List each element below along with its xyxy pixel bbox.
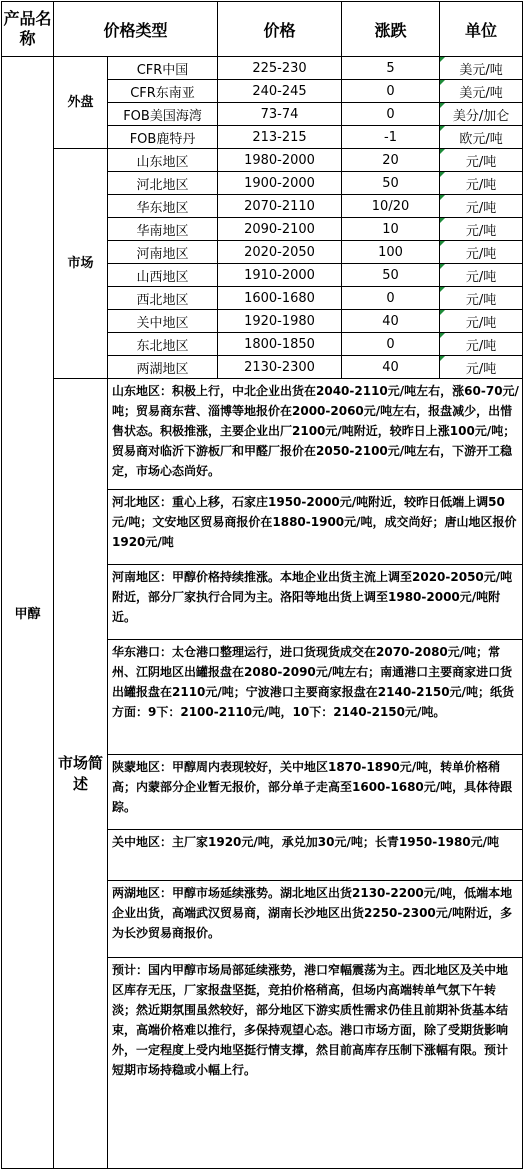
price-type-cell: FOB鹿特丹 xyxy=(108,126,218,149)
summary-text: 河南地区：甲醇价格持续推涨。本地企业出货主流上调至2020-2050元/吨附近，部分厂家执行合同为主。洛阳等地出货上调至1980-2000元/吨附近。 xyxy=(108,565,523,640)
product-name: 甲醇 xyxy=(2,57,54,1169)
external-row xyxy=(2,57,523,80)
price-cell: 1980-2000 xyxy=(218,149,342,172)
unit-cell: 元/吨 xyxy=(440,333,523,356)
group-market: 市场 xyxy=(54,149,108,379)
change-cell: 0 xyxy=(342,103,440,126)
change-cell: 40 xyxy=(342,356,440,379)
price-cell: 1920-1980 xyxy=(218,310,342,333)
unit-cell: 美分/加仑 xyxy=(440,103,523,126)
summary-text: 陕蒙地区：甲醇周内表现较好，关中地区1870-1890元/吨，转单价格稍高；内蒙部分企业暂无报价，部分单子走高至1600-1680元/吨，具体待跟踪。 xyxy=(108,755,523,830)
price-cell: 2020-2050 xyxy=(218,241,342,264)
price-cell: 1600-1680 xyxy=(218,287,342,310)
unit-cell: 元/吨 xyxy=(440,356,523,379)
price-cell: 2090-2100 xyxy=(218,218,342,241)
price-type-cell: 山西地区 xyxy=(108,264,218,287)
change-cell: 50 xyxy=(342,172,440,195)
methanol-price-table xyxy=(1,1,523,1169)
group-external: 外盘 xyxy=(54,57,108,149)
change-cell: 50 xyxy=(342,264,440,287)
group-summary: 市场简述 xyxy=(54,379,108,1169)
change-cell: -1 xyxy=(342,126,440,149)
change-cell: 5 xyxy=(342,57,440,80)
unit-cell: 元/吨 xyxy=(440,195,523,218)
header-unit: 单位 xyxy=(440,2,523,57)
market-row xyxy=(2,149,523,172)
price-cell: 2130-2300 xyxy=(218,356,342,379)
summary-text: 河北地区：重心上移，石家庄1950-2000元/吨附近，较昨日低端上调50元/吨；文安地区贸易商报价在1880-1900元/吨，成交尚好；唐山地区报价1920元/吨 xyxy=(108,490,523,565)
price-type-cell: 关中地区 xyxy=(108,310,218,333)
summary-text: 华东港口：太仓港口整理运行，进口货现货成交在2070-2080元/吨；常州、江阴地区出罐报盘在2080-2090元/吨左右；南通港口主要商家进口货出罐报盘在2110元/吨；宁波港口主要商家报盘在2140-2150元/吨；纸货方面：9下：2100-2110元/吨，10下：2140-2150元/吨。 xyxy=(108,640,523,755)
header-product: 产品名称 xyxy=(2,2,54,57)
price-cell: 213-215 xyxy=(218,126,342,149)
change-cell: 0 xyxy=(342,287,440,310)
summary-text: 关中地区：主厂家1920元/吨，承兑加30元/吨；长青1950-1980元/吨 xyxy=(108,830,523,881)
price-type-cell: 两湖地区 xyxy=(108,356,218,379)
unit-cell: 元/吨 xyxy=(440,241,523,264)
price-type-cell: 东北地区 xyxy=(108,333,218,356)
change-cell: 10 xyxy=(342,218,440,241)
summary-row xyxy=(2,379,523,490)
change-cell: 0 xyxy=(342,333,440,356)
unit-cell: 元/吨 xyxy=(440,287,523,310)
change-cell: 10/20 xyxy=(342,195,440,218)
change-cell: 20 xyxy=(342,149,440,172)
change-cell: 40 xyxy=(342,310,440,333)
price-cell: 1910-2000 xyxy=(218,264,342,287)
price-type-cell: 西北地区 xyxy=(108,287,218,310)
header-price: 价格 xyxy=(218,2,342,57)
price-type-cell: 华东地区 xyxy=(108,195,218,218)
price-cell: 73-74 xyxy=(218,103,342,126)
price-type-cell: FOB美国海湾 xyxy=(108,103,218,126)
unit-cell: 美元/吨 xyxy=(440,57,523,80)
unit-cell: 元/吨 xyxy=(440,310,523,333)
price-cell: 1800-1850 xyxy=(218,333,342,356)
unit-cell: 元/吨 xyxy=(440,218,523,241)
price-type-cell: 华南地区 xyxy=(108,218,218,241)
price-cell: 240-245 xyxy=(218,80,342,103)
summary-text: 山东地区：积极上行，中北企业出货在2040-2110元/吨左右，涨60-70元/吨；贸易商东营、淄博等地报价在2000-2060元/吨左右，报盘减少，出惜售状态。积极推涨，主要企业出厂2100元/吨附近，较昨日上涨100元/吨；贸易商对临沂下游板厂和甲醛厂报价在2050-2100元/吨左右，下游开工稳定，市场心态尚好。 xyxy=(108,379,523,490)
summary-text: 预计：国内甲醇市场局部延续涨势，港口窄幅震荡为主。西北地区及关中地区库存无压，厂家报盘坚挺，竞拍价格稍高，但场内高端转单气氛下午转淡；然近期氛围虽然较好，部分地区下游实质性需求仍佳且前期补货基本结束，高端价格难以推行，多保持观望心态。港口市场方面，除了受期货影响外，一定程度上受内地坚挺行情支撑，然目前高库存压制下涨幅有限。预计短期市场持稳或小幅上行。 xyxy=(108,958,523,1169)
price-type-cell: CFR东南亚 xyxy=(108,80,218,103)
header-price-type: 价格类型 xyxy=(54,2,218,57)
price-report xyxy=(1,1,522,1081)
price-cell: 2070-2110 xyxy=(218,195,342,218)
unit-cell: 元/吨 xyxy=(440,172,523,195)
price-type-cell: CFR中国 xyxy=(108,57,218,80)
summary-text: 两湖地区：甲醇市场延续涨势。湖北地区出货2130-2200元/吨，低端本地企业出货，高端武汉贸易商，湖南长沙地区出货2250-2300元/吨附近，多为长沙贸易商报价。 xyxy=(108,881,523,958)
price-type-cell: 山东地区 xyxy=(108,149,218,172)
header-row xyxy=(2,2,523,57)
price-cell: 1900-2000 xyxy=(218,172,342,195)
price-cell: 225-230 xyxy=(218,57,342,80)
header-change: 涨跌 xyxy=(342,2,440,57)
price-type-cell: 河北地区 xyxy=(108,172,218,195)
price-type-cell: 河南地区 xyxy=(108,241,218,264)
change-cell: 0 xyxy=(342,80,440,103)
unit-cell: 美元/吨 xyxy=(440,80,523,103)
unit-cell: 元/吨 xyxy=(440,149,523,172)
unit-cell: 欧元/吨 xyxy=(440,126,523,149)
unit-cell: 元/吨 xyxy=(440,264,523,287)
change-cell: 100 xyxy=(342,241,440,264)
